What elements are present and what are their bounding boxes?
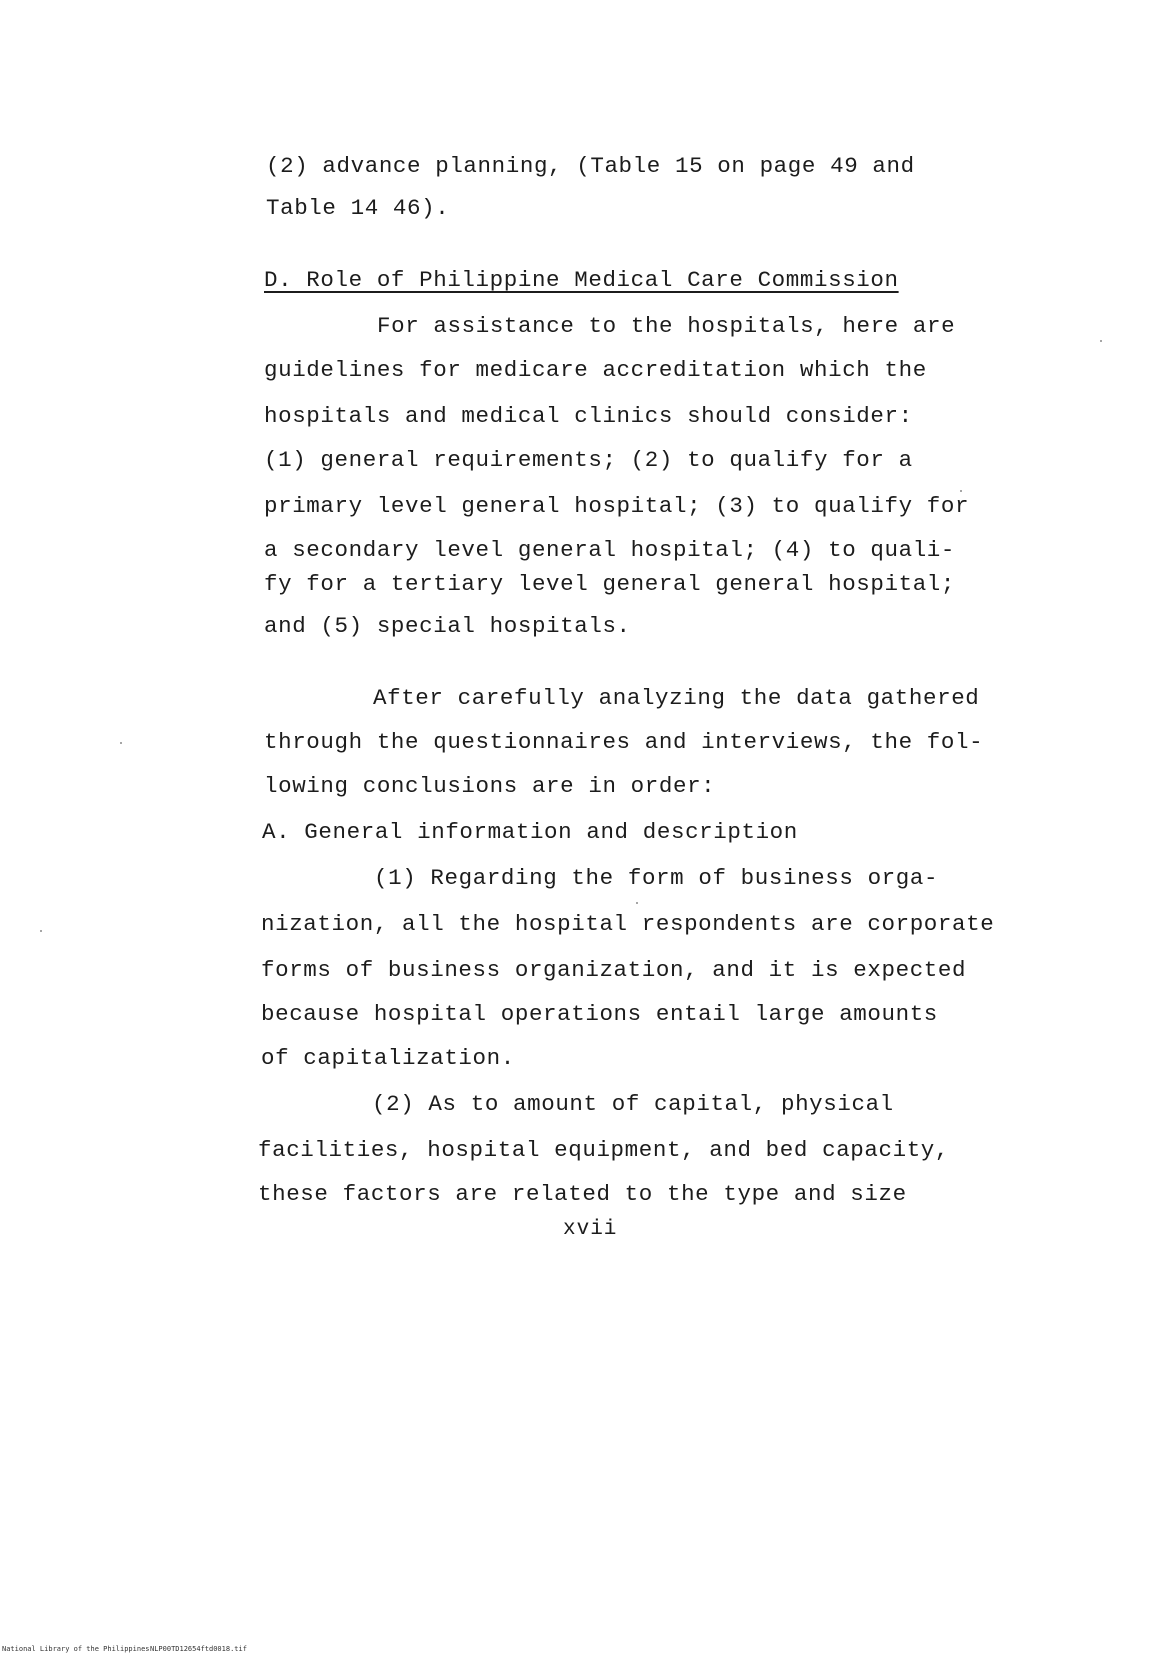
footer-library-label: National Library of the Philippines — [2, 1645, 150, 1653]
text-line: through the questionnaires and interviews, the fol- — [264, 729, 984, 755]
scan-speck — [120, 742, 122, 744]
text-line: (1) Regarding the form of business orga- — [374, 865, 939, 891]
scan-speck — [636, 902, 638, 904]
text-line: (2) As to amount of capital, physical — [372, 1091, 894, 1117]
text-line: guidelines for medicare accreditation which the — [264, 357, 927, 383]
text-line: nization, all the hospital respondents are corporate — [261, 911, 995, 937]
scan-speck — [960, 490, 962, 492]
scan-speck — [40, 930, 42, 932]
text-line: lowing conclusions are in order: — [264, 773, 716, 799]
text-line: a secondary level general hospital; (4) to quali- — [264, 537, 956, 563]
text-line: and (5) special hospitals. — [264, 613, 631, 639]
text-line: For assistance to the hospitals, here are — [377, 313, 956, 339]
scan-speck — [1100, 340, 1102, 342]
text-line: these factors are related to the type and size — [258, 1181, 907, 1207]
section-heading: A. General information and description — [262, 819, 798, 845]
text-line: because hospital operations entail large amounts — [261, 1001, 938, 1027]
text-line: hospitals and medical clinics should consider: — [264, 403, 913, 429]
page-number: xvii — [563, 1218, 618, 1241]
text-line: facilities, hospital equipment, and bed capacity, — [258, 1137, 950, 1163]
text-line: (2) advance planning, (Table 15 on page 49 and — [266, 153, 915, 179]
text-line: forms of business organization, and it is expected — [261, 957, 967, 983]
footer-file-label: NLP00TD12654ftd0018.tif — [150, 1645, 247, 1653]
text-line: of capitalization. — [261, 1045, 515, 1071]
text-line: After carefully analyzing the data gathered — [373, 685, 980, 711]
section-heading: D. Role of Philippine Medical Care Commission — [264, 267, 899, 293]
text-line: primary level general hospital; (3) to qualify for — [264, 493, 970, 519]
text-line: fy for a tertiary level general general hospital; — [264, 571, 956, 597]
text-line: Table 14 46). — [266, 195, 450, 221]
text-line: (1) general requirements; (2) to qualify for a — [264, 447, 913, 473]
